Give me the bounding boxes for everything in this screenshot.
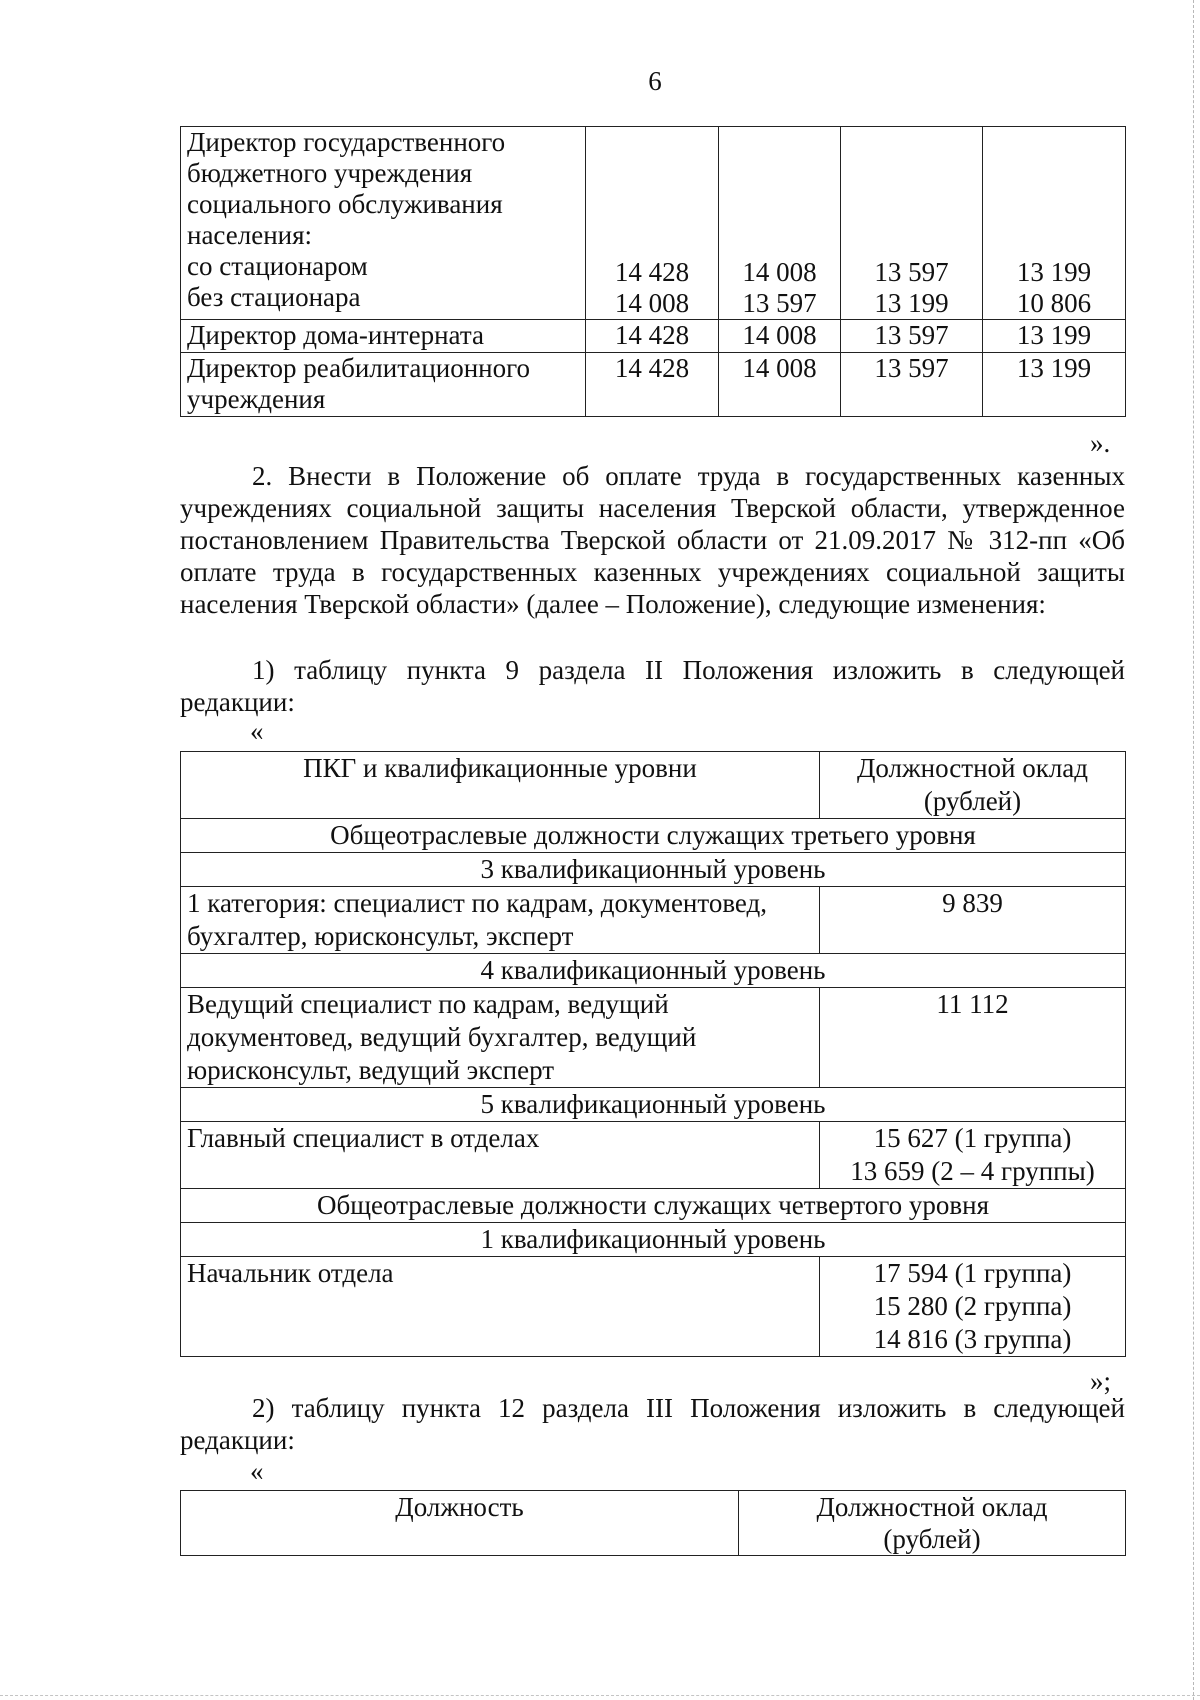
header-line: (рублей) <box>923 786 1022 816</box>
group-row <box>181 819 1126 853</box>
level-heading: 4 квалификационный уровень <box>181 954 1126 988</box>
header-line: Должностной оклад <box>816 1492 1048 1522</box>
column-header <box>820 752 1126 819</box>
cell-value: 10 806 <box>1016 288 1092 318</box>
opening-quote: « <box>250 1456 264 1486</box>
salary-table-positions <box>180 1490 1126 1556</box>
level-row <box>181 853 1126 887</box>
table-row <box>181 353 1126 417</box>
table-header-row <box>181 752 1126 819</box>
value-cell <box>820 1122 1126 1189</box>
scan-edge-line <box>1193 0 1200 1700</box>
level-heading: 1 квалификационный уровень <box>181 1223 1126 1257</box>
closing-quote: ». <box>1090 428 1111 458</box>
value-cell <box>719 127 841 320</box>
value-cell: 14 008 <box>719 353 841 417</box>
value-cell: 14 428 <box>586 320 719 353</box>
value-cell: 11 112 <box>820 988 1126 1088</box>
cell-line: 1 категория: специалист по кадрам, документовед, <box>187 888 768 918</box>
cell-line: бюджетного учреждения <box>187 158 473 188</box>
value-cell <box>586 127 719 320</box>
position-cell <box>181 887 820 954</box>
value-cell: 9 839 <box>820 887 1126 954</box>
value-cell: 13 199 <box>983 353 1126 417</box>
table-row <box>181 127 1126 320</box>
level-row <box>181 954 1126 988</box>
cell-value: 13 597 <box>742 288 817 318</box>
column-header: Должность <box>181 1491 739 1556</box>
value-cell: 14 428 <box>586 353 719 417</box>
cell-value: 14 008 <box>742 257 817 287</box>
cell-value: 13 659 (2 – 4 группы) <box>850 1156 1095 1186</box>
level-heading: 5 квалификационный уровень <box>181 1088 1126 1122</box>
cell-line: без стационара <box>187 282 361 312</box>
cell-line: Директор государственного <box>187 127 506 157</box>
group-heading: Общеотраслевые должности служащих третьего уровня <box>181 819 1126 853</box>
cell-line: документовед, ведущий бухгалтер, ведущий <box>187 1022 697 1052</box>
cell-line: Ведущий специалист по кадрам, ведущий <box>187 989 669 1019</box>
table-row <box>181 887 1126 954</box>
column-header <box>739 1491 1126 1556</box>
table-row <box>181 1257 1126 1357</box>
page-number: 6 <box>648 66 662 96</box>
position-cell <box>181 127 586 320</box>
salary-table-qualification-levels <box>180 751 1126 1357</box>
cell-value: 14 428 <box>614 257 690 287</box>
table-row <box>181 320 1126 353</box>
cell-line: учреждения <box>187 384 326 414</box>
paragraph-item-1: 1) таблицу пункта 9 раздела II Положения изложить в следующей редакции: <box>180 655 1125 717</box>
table-header-row <box>181 1491 1126 1556</box>
value-cell: 13 199 <box>983 320 1126 353</box>
paragraph-amendment: 2. Внести в Положение об оплате труда в государственных казенных учреждениях социальной защиты населения Тверской области, утвержденное постановлением Правительства Тверской области от 21.09.2017 № 312-пп «Об оплате труда в государственных казенных учреждениях социальной защиты населения Тверской области» (далее – Положение), следующие изменения: <box>180 461 1125 619</box>
header-line: Должностной оклад <box>856 753 1089 783</box>
value-cell <box>983 127 1126 320</box>
level-row <box>181 1223 1126 1257</box>
scan-bottom-line <box>0 1695 1200 1700</box>
cell-value: 17 594 (1 группа) <box>873 1258 1072 1288</box>
value-cell <box>841 127 983 320</box>
value-cell: 13 597 <box>841 353 983 417</box>
cell-line: населения: <box>187 220 313 250</box>
salary-table-directors <box>180 126 1126 417</box>
position-cell <box>181 353 586 417</box>
position-cell: Директор дома-интерната <box>181 320 586 353</box>
cell-line: социального обслуживания <box>187 189 503 219</box>
table-row <box>181 988 1126 1088</box>
cell-value: 14 816 (3 группа) <box>873 1324 1072 1354</box>
position-cell: Начальник отдела <box>181 1257 820 1357</box>
group-heading: Общеотраслевые должности служащих четвертого уровня <box>181 1189 1126 1223</box>
cell-value: 13 199 <box>874 288 949 318</box>
cell-line: юрисконсульт, ведущий эксперт <box>187 1055 555 1085</box>
cell-line: бухгалтер, юрисконсульт, эксперт <box>187 921 574 951</box>
cell-value: 13 597 <box>874 257 949 287</box>
cell-value: 15 280 (2 группа) <box>873 1291 1072 1321</box>
value-cell: 14 008 <box>719 320 841 353</box>
level-heading: 3 квалификационный уровень <box>181 853 1126 887</box>
position-cell: Главный специалист в отделах <box>181 1122 820 1189</box>
cell-value: 14 008 <box>614 288 690 318</box>
table-row <box>181 1122 1126 1189</box>
cell-line: Директор реабилитационного <box>187 353 531 383</box>
group-row <box>181 1189 1126 1223</box>
opening-quote: « <box>250 716 264 746</box>
paragraph-item-2: 2) таблицу пункта 12 раздела III Положения изложить в следующей редакции: <box>180 1393 1125 1455</box>
header-line: (рублей) <box>883 1524 981 1554</box>
position-cell <box>181 988 820 1088</box>
level-row <box>181 1088 1126 1122</box>
cell-value: 15 627 (1 группа) <box>873 1123 1072 1153</box>
cell-line: со стационаром <box>187 251 368 281</box>
column-header: ПКГ и квалификационные уровни <box>181 752 820 819</box>
value-cell <box>820 1257 1126 1357</box>
closing-quote: »; <box>1090 1366 1112 1396</box>
value-cell: 13 597 <box>841 320 983 353</box>
cell-value: 13 199 <box>1016 257 1092 287</box>
